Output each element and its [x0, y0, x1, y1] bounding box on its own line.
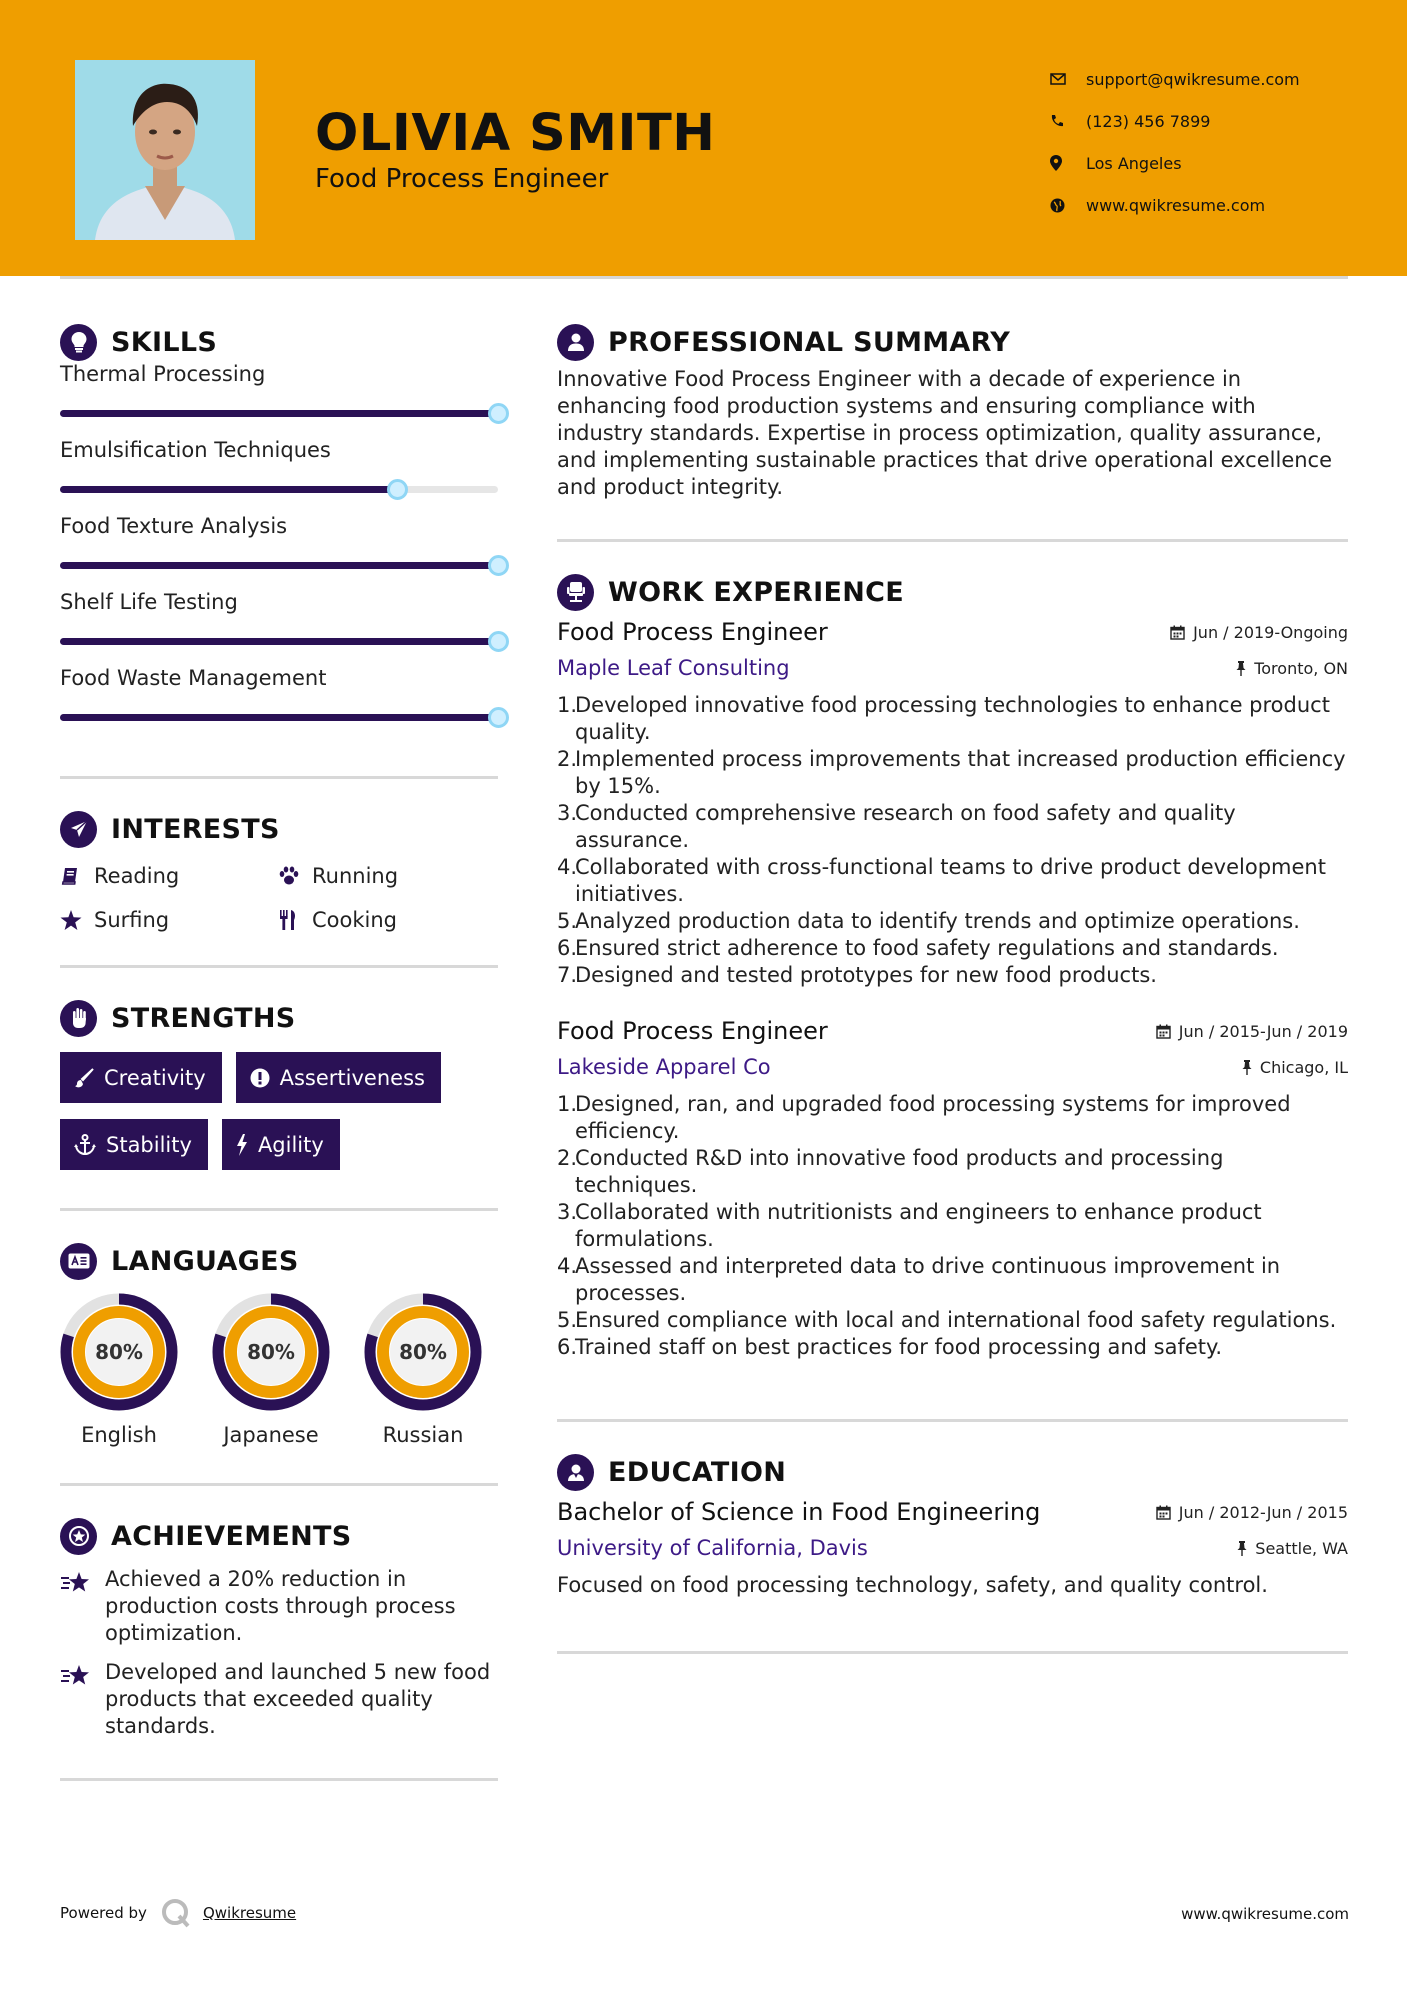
contact-info	[1050, 58, 1300, 226]
qwikresume-link[interactable]: Qwikresume	[202, 1904, 297, 1922]
achievement-text: Achieved a 20% reduction in production costs through process optimization.	[105, 1567, 456, 1645]
contact-website[interactable]	[1050, 184, 1300, 226]
list-item-text: Collaborated with cross-functional teams to drive product development initiatives.	[575, 855, 1326, 906]
language-name: English	[81, 1423, 157, 1447]
language-percent: 80%	[247, 1340, 295, 1364]
interests-list	[60, 861, 498, 935]
list-item	[557, 800, 1348, 854]
skill-bar-fill	[60, 410, 498, 417]
job-date-text: Jun / 2019-Ongoing	[1193, 622, 1348, 642]
exclamation-icon	[250, 1068, 270, 1088]
skill-name: Emulsification Techniques	[60, 438, 331, 462]
experience-title: WORK EXPERIENCE	[608, 576, 904, 608]
skill-item	[60, 658, 498, 734]
job-entry	[557, 614, 1348, 989]
contact-website-text: www.qwikresume.com	[1086, 195, 1266, 215]
language-gauge	[364, 1293, 482, 1411]
strengths-list	[60, 1052, 498, 1170]
map-marker-icon	[1050, 155, 1086, 171]
job-title: Food Process Engineer	[557, 618, 828, 646]
section-divider	[60, 965, 498, 968]
summary-header	[557, 320, 1348, 364]
list-item-text: Conducted R&D into innovative food products and processing techniques.	[575, 1146, 1224, 1197]
star-badge-icon	[60, 1518, 97, 1555]
pushpin-icon	[1236, 661, 1246, 676]
resume-header	[0, 0, 1407, 276]
skill-item	[60, 430, 498, 506]
job-location	[1236, 659, 1348, 678]
interest-label: Running	[312, 864, 399, 888]
skill-bar-knob	[387, 479, 408, 500]
strength-tag	[236, 1052, 441, 1103]
list-number: 7.	[557, 963, 578, 987]
list-item	[557, 1253, 1348, 1307]
education-location-text: Seattle, WA	[1255, 1538, 1348, 1558]
job-date	[1170, 623, 1348, 642]
graduate-icon	[557, 1454, 594, 1491]
language-item	[364, 1293, 482, 1447]
strengths-header	[60, 996, 498, 1040]
section-divider	[60, 1483, 498, 1486]
job-bullets	[557, 692, 1348, 989]
skill-bar	[60, 714, 498, 721]
list-number: 6.	[557, 1335, 578, 1359]
interests-header	[60, 807, 498, 851]
language-item	[212, 1293, 330, 1447]
skill-bar-knob	[488, 403, 509, 424]
list-item	[557, 935, 1348, 962]
contact-email[interactable]	[1050, 58, 1300, 100]
strengths-title: STRENGTHS	[111, 1002, 296, 1034]
language-gauge	[212, 1293, 330, 1411]
education-title: EDUCATION	[608, 1456, 787, 1488]
strength-tag	[222, 1119, 340, 1170]
candidate-title: Food Process Engineer	[315, 164, 609, 194]
section-divider	[60, 1208, 498, 1211]
languages-title: LANGUAGES	[111, 1245, 299, 1277]
list-item-text: Developed innovative food processing technologies to enhance product quality.	[575, 693, 1330, 744]
list-item	[557, 962, 1348, 989]
list-item	[557, 854, 1348, 908]
list-number: 2.	[557, 1146, 578, 1170]
language-gauge	[60, 1293, 178, 1411]
list-item-text: Ensured strict adherence to food safety regulations and standards.	[575, 936, 1279, 960]
strength-label: Creativity	[104, 1065, 206, 1090]
job-date	[1156, 1022, 1348, 1041]
list-number: 4.	[557, 1254, 578, 1278]
section-divider	[557, 1419, 1348, 1422]
achievements-list	[60, 1566, 498, 1740]
job-date-text: Jun / 2015-Jun / 2019	[1178, 1021, 1348, 1041]
list-item-text: Ensured compliance with local and international food safety regulations.	[575, 1308, 1337, 1332]
list-item-text: Assessed and interpreted data to drive continuous improvement in processes.	[575, 1254, 1281, 1305]
strength-label: Assertiveness	[279, 1065, 425, 1090]
skill-bar	[60, 638, 498, 645]
list-item-text: Trained staff on best practices for food processing and safety.	[575, 1335, 1223, 1359]
list-number: 2.	[557, 747, 578, 771]
list-number: 1.	[557, 693, 578, 717]
skill-name: Food Waste Management	[60, 666, 327, 690]
pushpin-icon	[1242, 1060, 1252, 1075]
book-icon	[60, 866, 94, 886]
globe-icon	[1050, 198, 1086, 213]
shooting-star-icon	[60, 1659, 105, 1740]
list-item	[557, 1199, 1348, 1253]
interest-item	[278, 861, 496, 891]
shooting-star-icon	[60, 1566, 105, 1647]
candidate-name: OLIVIA SMITH	[315, 104, 716, 163]
interest-item	[278, 905, 496, 935]
languages-list	[60, 1293, 498, 1447]
education-date	[1156, 1503, 1348, 1522]
right-column	[557, 320, 1348, 1654]
list-number: 5.	[557, 909, 578, 933]
job-title: Food Process Engineer	[557, 1017, 828, 1045]
interest-item	[60, 861, 278, 891]
job-bullets	[557, 1091, 1348, 1361]
list-item	[557, 1307, 1348, 1334]
language-item	[60, 1293, 178, 1447]
calendar-icon	[1156, 1024, 1171, 1039]
job-location-text: Chicago, IL	[1259, 1057, 1348, 1077]
job-location	[1242, 1058, 1348, 1077]
skill-item	[60, 354, 498, 430]
section-divider	[60, 776, 498, 779]
list-number: 5.	[557, 1308, 578, 1332]
list-item-text: Collaborated with nutritionists and engineers to enhance product formulations.	[575, 1200, 1262, 1251]
powered-by-text: Powered by	[60, 1904, 147, 1922]
section-divider	[557, 539, 1348, 542]
school-name: University of California, Davis	[557, 1536, 868, 1560]
skill-name: Food Texture Analysis	[60, 514, 288, 538]
profile-photo	[75, 60, 255, 240]
achievement-item	[60, 1566, 498, 1647]
list-number: 1.	[557, 1092, 578, 1116]
envelope-icon	[1050, 73, 1086, 85]
section-divider	[557, 1651, 1348, 1654]
footer-powered-by	[60, 1898, 296, 1928]
skill-bar-fill	[60, 638, 498, 645]
language-name: Japanese	[223, 1423, 319, 1447]
skill-bar-knob	[488, 555, 509, 576]
paw-icon	[278, 866, 312, 886]
hand-icon	[60, 1000, 97, 1037]
skills-list	[60, 354, 498, 734]
job-location-text: Toronto, ON	[1254, 658, 1348, 678]
skill-bar-knob	[488, 631, 509, 652]
job-company: Maple Leaf Consulting	[557, 656, 790, 680]
language-percent: 80%	[399, 1340, 447, 1364]
star-icon	[60, 910, 94, 931]
strength-tag	[60, 1119, 208, 1170]
list-item-text: Designed and tested prototypes for new food products.	[575, 963, 1157, 987]
skill-bar-fill	[60, 714, 498, 721]
job-company: Lakeside Apparel Co	[557, 1055, 771, 1079]
languages-header	[60, 1239, 498, 1283]
summary-title: PROFESSIONAL SUMMARY	[608, 326, 1011, 358]
paintbrush-icon	[74, 1068, 94, 1088]
skill-name: Thermal Processing	[60, 362, 266, 386]
language-percent: 80%	[95, 1340, 143, 1364]
contact-location-text: Los Angeles	[1086, 153, 1182, 173]
contact-phone-text: (123) 456 7899	[1086, 111, 1211, 131]
education-location	[1237, 1539, 1348, 1558]
list-item-text: Implemented process improvements that increased production efficiency by 15%.	[575, 747, 1346, 798]
skills-title: SKILLS	[111, 326, 218, 358]
skill-item	[60, 506, 498, 582]
interest-label: Reading	[94, 864, 180, 888]
list-item-text: Designed, ran, and upgraded food processing systems for improved efficiency.	[575, 1092, 1291, 1143]
achievement-text: Developed and launched 5 new food products that exceeded quality standards.	[105, 1660, 491, 1738]
experience-header	[557, 570, 1348, 614]
utensils-icon	[278, 909, 312, 931]
calendar-icon	[1170, 625, 1185, 640]
list-item	[557, 908, 1348, 935]
list-item	[557, 1091, 1348, 1145]
interest-item	[60, 905, 278, 935]
achievements-title: ACHIEVEMENTS	[111, 1520, 352, 1552]
anchor-icon	[74, 1134, 96, 1156]
list-item	[557, 692, 1348, 746]
skill-bar	[60, 486, 498, 493]
calendar-icon	[1156, 1505, 1171, 1520]
contact-location	[1050, 142, 1300, 184]
user-icon	[557, 324, 594, 361]
interest-label: Cooking	[312, 908, 397, 932]
education-date-text: Jun / 2012-Jun / 2015	[1178, 1502, 1348, 1522]
list-item	[557, 1145, 1348, 1199]
list-number: 3.	[557, 801, 578, 825]
bolt-icon	[236, 1134, 248, 1156]
achievements-header	[60, 1514, 498, 1558]
skill-bar-knob	[488, 707, 509, 728]
language-icon	[60, 1243, 97, 1280]
list-number: 3.	[557, 1200, 578, 1224]
skill-bar	[60, 562, 498, 569]
summary-text: Innovative Food Process Engineer with a decade of experience in enhancing food production systems and ensuring compliance with industry standards. Expertise in process optimization, quality assurance, and implementing sustainable practices that drive operational excellence and product integrity.	[557, 367, 1333, 499]
header-divider	[60, 276, 1348, 279]
section-divider	[60, 1778, 498, 1781]
list-item	[557, 1334, 1348, 1361]
education-header	[557, 1450, 1348, 1494]
skill-item	[60, 582, 498, 658]
strength-tag	[60, 1052, 222, 1103]
qwikresume-logo-icon	[161, 1898, 191, 1928]
skill-bar-fill	[60, 486, 397, 493]
interest-label: Surfing	[94, 908, 170, 932]
degree-title: Bachelor of Science in Food Engineering	[557, 1498, 1041, 1526]
list-number: 6.	[557, 936, 578, 960]
pushpin-icon	[1237, 1541, 1247, 1556]
skill-bar	[60, 410, 498, 417]
contact-email-text: support@qwikresume.com	[1086, 69, 1300, 89]
phone-icon	[1050, 114, 1086, 128]
strength-label: Stability	[106, 1132, 192, 1157]
contact-phone[interactable]	[1050, 100, 1300, 142]
office-chair-icon	[557, 574, 594, 611]
paper-plane-icon	[60, 811, 97, 848]
list-item-text: Conducted comprehensive research on food safety and quality assurance.	[575, 801, 1236, 852]
list-number: 4.	[557, 855, 578, 879]
list-item	[557, 746, 1348, 800]
footer-website[interactable]: www.qwikresume.com	[1181, 1905, 1349, 1923]
list-item-text: Analyzed production data to identify trends and optimize operations.	[575, 909, 1300, 933]
education-entry	[557, 1494, 1348, 1599]
skill-bar-fill	[60, 562, 498, 569]
achievement-item	[60, 1659, 498, 1740]
interests-title: INTERESTS	[111, 813, 280, 845]
left-column	[60, 320, 498, 1781]
language-name: Russian	[382, 1423, 464, 1447]
job-entry	[557, 1013, 1348, 1361]
strength-label: Agility	[257, 1132, 324, 1157]
education-description: Focused on food processing technology, safety, and quality control.	[557, 1573, 1268, 1597]
skill-name: Shelf Life Testing	[60, 590, 238, 614]
